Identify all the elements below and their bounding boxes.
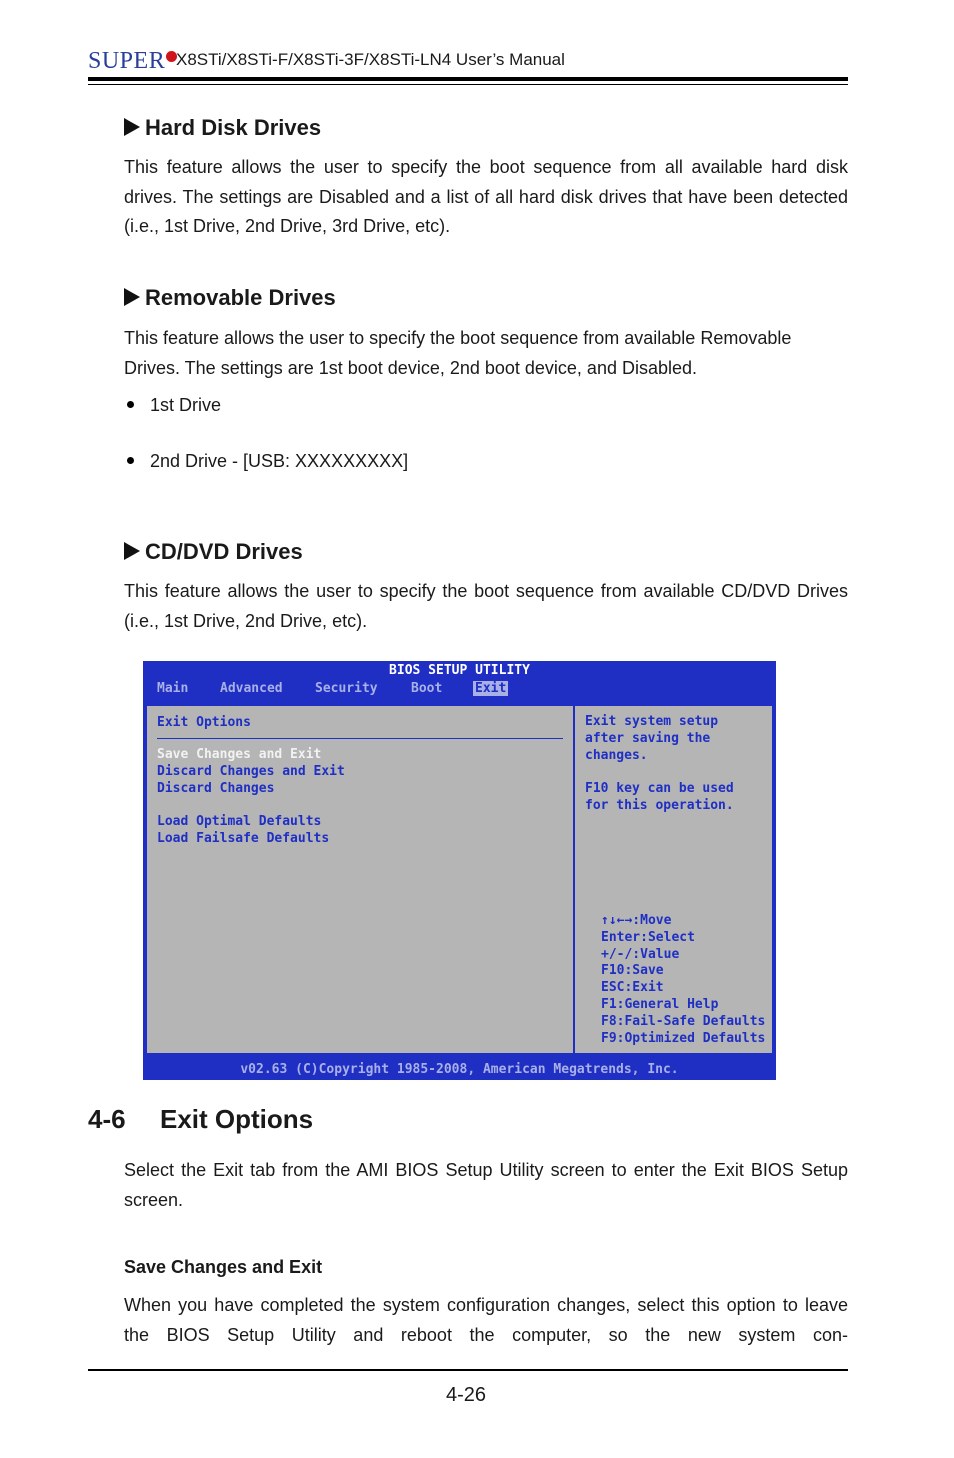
bios-help-line: F10 key can be used — [585, 781, 734, 796]
bullet-dot-icon — [127, 457, 134, 464]
subsection-heading: Save Changes and Exit — [124, 1257, 323, 1277]
bios-key-exit: ESC:Exit — [601, 980, 664, 996]
brand-name: SUPER — [88, 48, 166, 74]
bios-help-line: changes. — [585, 748, 648, 763]
footer-rule — [88, 1369, 848, 1371]
bios-help-line: for this operation. — [585, 798, 734, 813]
bios-title-underline — [157, 738, 563, 739]
bios-item-discard-exit: Discard Changes and Exit — [157, 764, 345, 779]
section-heading — [88, 1104, 313, 1135]
bios-copyright: v02.63 (C)Copyright 1985-2008, American Megatrends, Inc. — [240, 1062, 679, 1077]
page-number: 4-26 — [446, 1384, 487, 1406]
list-item-text: 1st Drive — [150, 395, 222, 415]
bios-key-failsafe: F8:Fail-Safe Defaults — [601, 1013, 766, 1029]
bios-help-line: after saving the — [585, 731, 711, 746]
bios-key-value: +/-/:Value — [601, 946, 680, 962]
bios-item-save-exit: Save Changes and Exit — [157, 747, 322, 762]
manual-title: X8STi/X8STi-F/X8STi-3F/X8STi-LN4 User’s Manual — [176, 50, 565, 69]
bios-key-legend — [601, 913, 765, 1047]
bios-help-line: Exit system setup — [585, 714, 719, 729]
section-number: 4-6 — [88, 1104, 126, 1134]
subsection-body: When you have completed the system configuration changes, select this option to leave the BIOS Setup Utility and reboot the computer, so the new system con- — [124, 1295, 848, 1345]
bios-key-optimized: F9:Optimized Defaults — [601, 1030, 766, 1046]
header-rule — [88, 77, 848, 81]
header-rule-thin — [88, 84, 848, 85]
exit-body: Select the Exit tab from the AMI BIOS Setup Utility screen to enter the Exit BIOS Setup screen. — [124, 1160, 848, 1210]
removable-heading — [124, 285, 336, 311]
bios-item-load-optimal: Load Optimal Defaults — [157, 814, 322, 829]
triangle-bullet-icon — [124, 288, 140, 306]
bios-title: BIOS SETUP UTILITY — [389, 663, 530, 678]
bios-screenshot — [143, 661, 776, 1080]
bios-key-move: ↑↓←→:Move — [601, 913, 672, 928]
bios-panel-title: Exit Options — [157, 715, 251, 730]
cddvd-body: This feature allows the user to specify the boot sequence from available CD/DVD Drives (i.e., 1st Drive, 2nd Drive, etc). — [124, 581, 848, 631]
section-title: Exit Options — [160, 1104, 314, 1134]
bios-key-save: F10:Save — [601, 963, 664, 979]
hdd-body: This feature allows the user to specify the boot sequence from all available hard disk drives. The settings are Disabled and a list of all hard disk drives that have been detected (i.e., 1st Drive, 2nd Drive, 3rd Drive, etc). — [124, 157, 848, 236]
bios-divider — [573, 704, 575, 1055]
list-item-text: 2nd Drive - [USB: XXXXXXXXX] — [150, 451, 409, 471]
cddvd-heading — [124, 539, 303, 565]
bios-tab-advanced: Advanced — [220, 681, 283, 696]
bios-key-help: F1:General Help — [601, 996, 719, 1012]
bios-item-load-failsafe: Load Failsafe Defaults — [157, 831, 330, 846]
bios-tab-boot: Boot — [411, 681, 443, 696]
bios-tab-exit: Exit — [475, 681, 507, 696]
list-item — [124, 395, 221, 416]
bios-tab-security: Security — [315, 681, 378, 696]
bios-key-select: Enter:Select — [601, 929, 695, 945]
triangle-bullet-icon — [124, 118, 140, 136]
bios-item-discard: Discard Changes — [157, 781, 275, 796]
removable-body: This feature allows the user to specify the boot sequence from available Removable Drives. The settings are 1st boot device, 2nd boot device, and Disabled. — [124, 328, 792, 378]
cddvd-heading-text: CD/DVD Drives — [145, 539, 303, 564]
triangle-bullet-icon — [124, 542, 140, 560]
hdd-heading-text: Hard Disk Drives — [145, 115, 322, 140]
list-item — [124, 451, 408, 472]
removable-heading-text: Removable Drives — [145, 285, 336, 310]
bullet-dot-icon — [127, 401, 134, 408]
supermicro-logo — [88, 44, 177, 75]
bios-tab-main: Main — [157, 681, 189, 696]
hdd-heading — [124, 115, 321, 141]
